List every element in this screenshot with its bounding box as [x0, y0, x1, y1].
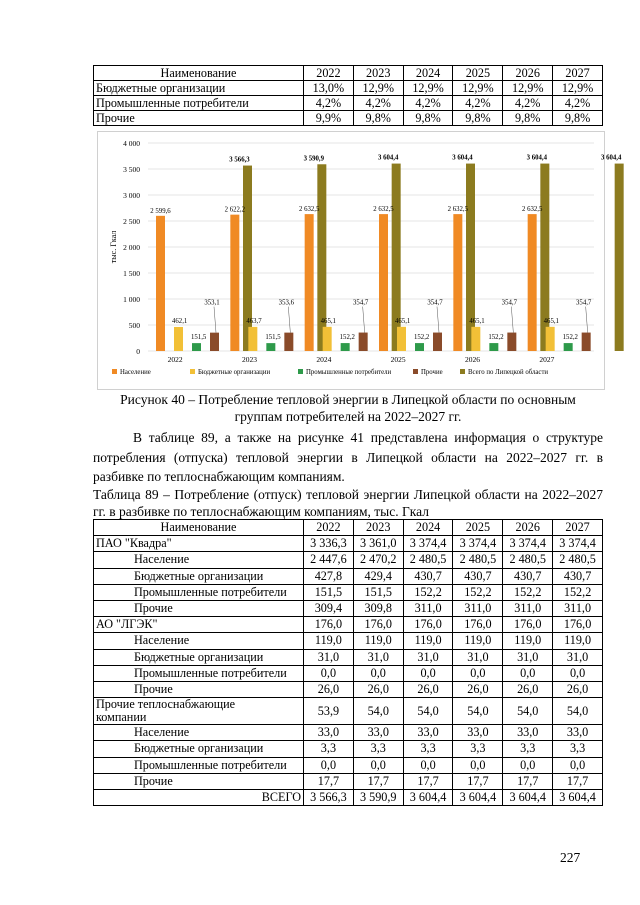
figure-caption-line1: Рисунок 40 – Потребление тепловой энергии в Липецкой области по основным	[120, 392, 576, 407]
table-row	[94, 773, 603, 789]
bar	[615, 164, 624, 351]
cell: 430,7	[453, 568, 503, 584]
cell: 430,7	[553, 568, 603, 584]
row-name-line1: Прочие теплоснабжающие	[96, 697, 236, 712]
cell: 0,0	[304, 757, 354, 773]
row-name: ВСЕГО	[94, 790, 304, 806]
label-leader	[214, 307, 216, 333]
cell: 31,0	[503, 649, 553, 665]
data-label: 465,1	[543, 317, 559, 325]
cell: 17,7	[453, 773, 503, 789]
legend-label: Население	[120, 369, 151, 376]
cell: 3,3	[553, 741, 603, 757]
cell: 3,3	[453, 741, 503, 757]
cell: 3 566,3	[304, 790, 354, 806]
y-tick-label: 4 000	[123, 139, 140, 148]
cell: 119,0	[553, 633, 603, 649]
data-label: 2 632,5	[298, 206, 320, 214]
data-label: 2 622,2	[224, 206, 246, 214]
header-cell: 2022	[304, 66, 354, 81]
cell: 54,0	[553, 698, 603, 725]
table-row	[94, 617, 603, 633]
cell: 9,8%	[403, 111, 453, 126]
table-row	[94, 568, 603, 584]
cell: 0,0	[553, 757, 603, 773]
cell: 9,8%	[503, 111, 553, 126]
row-name: Промышленные потребители	[94, 757, 304, 773]
cell: 3 374,4	[453, 536, 503, 552]
cell: 26,0	[304, 682, 354, 698]
bar	[564, 343, 573, 351]
row-name: Население	[94, 552, 304, 568]
cell: 2 480,5	[453, 552, 503, 568]
data-label: 462,1	[172, 317, 188, 325]
cell: 3 604,4	[553, 790, 603, 806]
cell: 12,9%	[453, 81, 503, 96]
cell: 151,5	[304, 584, 354, 600]
cell: 0,0	[503, 757, 553, 773]
legend-swatch	[460, 369, 465, 374]
cell: 4,2%	[353, 96, 403, 111]
row-name: ПАО "Квадра"	[94, 536, 304, 552]
cell: 0,0	[304, 665, 354, 681]
cell: 12,9%	[553, 81, 603, 96]
cell: 119,0	[503, 633, 553, 649]
cell: 152,2	[503, 584, 553, 600]
row-name-line2: компании	[96, 710, 147, 725]
legend-swatch	[112, 369, 117, 374]
cell: 33,0	[553, 725, 603, 741]
cell: 9,9%	[304, 111, 354, 126]
cell: 4,2%	[503, 96, 553, 111]
cell: 311,0	[453, 601, 503, 617]
data-label: 3 604,4	[377, 154, 399, 162]
data-label: 2 632,5	[447, 206, 469, 214]
header-cell: 2024	[403, 66, 453, 81]
data-label: 2 599,6	[150, 207, 171, 215]
table-row	[94, 682, 603, 698]
x-tick-label: 2023	[242, 355, 257, 364]
cell: 31,0	[304, 649, 354, 665]
bar	[397, 327, 406, 351]
data-label: 353,6	[278, 299, 294, 307]
bar	[156, 216, 165, 351]
row-name: Бюджетные организации	[94, 741, 304, 757]
bar	[415, 343, 424, 351]
bar	[379, 214, 388, 351]
data-label: 353,1	[204, 299, 220, 307]
cell: 151,5	[353, 584, 403, 600]
header-cell: 2027	[553, 520, 603, 536]
label-leader	[288, 307, 290, 333]
row-name: АО "ЛГЭК"	[94, 617, 304, 633]
page-number: 227	[560, 850, 581, 865]
cell: 9,8%	[553, 111, 603, 126]
cell: 119,0	[403, 633, 453, 649]
table-89	[93, 519, 603, 806]
table-row	[94, 81, 603, 96]
cell: 430,7	[503, 568, 553, 584]
table-row	[94, 790, 603, 806]
data-label: 3 604,4	[526, 154, 548, 162]
body-paragraph: В таблице 89, а также на рисунке 41 представлена информация о структуре потребления (отпуска) тепловой энергии в Липецкой области на 2022–2027 гг. в разбивке по теплоснабжающим компаниям.	[93, 430, 603, 484]
header-cell: 2023	[353, 66, 403, 81]
data-label: 2 632,5	[373, 206, 394, 214]
chart-svg	[98, 132, 622, 389]
data-label: 2 632,5	[521, 206, 543, 214]
row-name: Промышленные потребители	[94, 584, 304, 600]
table-header-row	[94, 520, 603, 536]
bar	[546, 327, 555, 351]
row-name: Население	[94, 725, 304, 741]
cell: 17,7	[403, 773, 453, 789]
cell: 3,3	[353, 741, 403, 757]
y-tick-label: 0	[136, 347, 140, 356]
cell: 33,0	[403, 725, 453, 741]
cell: 309,4	[304, 601, 354, 617]
cell: 2 480,5	[503, 552, 553, 568]
cell: 429,4	[353, 568, 403, 584]
cell: 33,0	[353, 725, 403, 741]
x-tick-label: 2022	[167, 355, 183, 364]
header-cell: 2026	[503, 66, 553, 81]
cell: 54,0	[403, 698, 453, 725]
bar	[210, 333, 219, 351]
bar	[323, 327, 332, 351]
cell: 0,0	[403, 757, 453, 773]
cell: 4,2%	[553, 96, 603, 111]
bar	[305, 214, 314, 351]
row-name: Бюджетные организации	[94, 568, 304, 584]
bar	[359, 333, 368, 351]
table-row	[94, 584, 603, 600]
x-tick-label: 2027	[539, 355, 555, 364]
data-label: 354,7	[501, 299, 517, 307]
data-label: 3 604,4	[600, 154, 622, 162]
cell: 54,0	[353, 698, 403, 725]
header-cell: 2025	[453, 66, 503, 81]
x-tick-label: 2024	[316, 355, 332, 364]
bar	[582, 333, 591, 351]
cell: 3,3	[403, 741, 453, 757]
bar	[248, 327, 257, 351]
cell: 31,0	[353, 649, 403, 665]
table-row	[94, 633, 603, 649]
data-label: 354,7	[576, 299, 592, 307]
data-label: 151,5	[191, 334, 207, 342]
cell: 176,0	[453, 617, 503, 633]
bar	[192, 343, 201, 351]
row-name: Бюджетные организации	[94, 81, 304, 96]
header-cell: Наименование	[94, 520, 304, 536]
y-axis-label: тыс. Гкал	[109, 230, 118, 264]
table-row	[94, 111, 603, 126]
table-row	[94, 757, 603, 773]
legend-swatch	[190, 369, 195, 374]
y-tick-label: 2 000	[123, 243, 140, 252]
legend-swatch	[413, 369, 418, 374]
row-name: Население	[94, 633, 304, 649]
top-percent-table	[93, 65, 603, 126]
cell: 309,8	[353, 601, 403, 617]
legend-label: Промышленные потребители	[306, 369, 392, 376]
cell: 119,0	[453, 633, 503, 649]
cell: 2 447,6	[304, 552, 354, 568]
label-leader	[511, 307, 513, 333]
cell: 12,9%	[353, 81, 403, 96]
header-cell: 2022	[304, 520, 354, 536]
cell: 0,0	[453, 665, 503, 681]
table-89-title: Таблица 89 – Потребление (отпуск) тепловой энергии Липецкой области на 2022–2027 гг. в разбивке по теплоснабжающим компаниям, тыс. Гкал	[93, 487, 603, 519]
cell: 54,0	[453, 698, 503, 725]
y-tick-label: 3 500	[123, 165, 140, 174]
data-label: 3 590,9	[303, 155, 325, 163]
row-name: Прочие	[94, 111, 304, 126]
header-cell: 2024	[403, 520, 453, 536]
legend-label: Бюджетные организации	[198, 369, 271, 376]
legend-label: Прочие	[421, 369, 443, 376]
row-name: Прочие	[94, 773, 304, 789]
table-row	[94, 601, 603, 617]
table-row	[94, 536, 603, 552]
cell: 2 470,2	[353, 552, 403, 568]
cell: 4,2%	[403, 96, 453, 111]
y-tick-label: 1 500	[123, 269, 140, 278]
data-label: 354,7	[353, 299, 369, 307]
cell: 176,0	[353, 617, 403, 633]
cell: 152,2	[453, 584, 503, 600]
consumption-chart	[97, 131, 622, 390]
row-name	[94, 698, 304, 725]
cell: 4,2%	[453, 96, 503, 111]
cell: 176,0	[553, 617, 603, 633]
bar	[489, 343, 498, 351]
cell: 33,0	[304, 725, 354, 741]
data-label: 465,1	[395, 317, 411, 325]
data-label: 465,1	[469, 317, 485, 325]
cell: 311,0	[553, 601, 603, 617]
label-leader	[363, 307, 365, 333]
cell: 26,0	[503, 682, 553, 698]
cell: 152,2	[553, 584, 603, 600]
bar	[266, 343, 275, 351]
cell: 33,0	[453, 725, 503, 741]
bar	[284, 333, 293, 351]
bar	[528, 214, 537, 351]
cell: 3 374,4	[403, 536, 453, 552]
cell: 17,7	[304, 773, 354, 789]
y-tick-label: 500	[128, 321, 140, 330]
cell: 176,0	[403, 617, 453, 633]
legend-label: Всего по Липецкой области	[468, 369, 549, 376]
cell: 2 480,5	[403, 552, 453, 568]
cell: 13,0%	[304, 81, 354, 96]
cell: 427,8	[304, 568, 354, 584]
data-label: 151,5	[265, 334, 281, 342]
label-leader	[437, 307, 439, 333]
y-tick-label: 3 000	[123, 191, 140, 200]
cell: 53,9	[304, 698, 354, 725]
cell: 0,0	[453, 757, 503, 773]
cell: 0,0	[503, 665, 553, 681]
cell: 430,7	[403, 568, 453, 584]
table-row	[94, 725, 603, 741]
cell: 3,3	[304, 741, 354, 757]
cell: 31,0	[453, 649, 503, 665]
header-cell: 2025	[453, 520, 503, 536]
cell: 3 604,4	[403, 790, 453, 806]
cell: 0,0	[353, 757, 403, 773]
header-cell: 2026	[503, 520, 553, 536]
data-label: 152,2	[562, 334, 578, 342]
cell: 311,0	[503, 601, 553, 617]
table-row	[94, 649, 603, 665]
cell: 119,0	[304, 633, 354, 649]
cell: 26,0	[403, 682, 453, 698]
cell: 3 590,9	[353, 790, 403, 806]
cell: 31,0	[403, 649, 453, 665]
cell: 3 374,4	[553, 536, 603, 552]
cell: 176,0	[304, 617, 354, 633]
cell: 2 480,5	[553, 552, 603, 568]
bar	[453, 214, 462, 351]
cell: 17,7	[553, 773, 603, 789]
data-label: 152,2	[414, 334, 430, 342]
table-row	[94, 96, 603, 111]
bar	[230, 215, 239, 351]
row-name: Бюджетные организации	[94, 649, 304, 665]
cell: 17,7	[503, 773, 553, 789]
data-label: 3 604,4	[452, 154, 473, 162]
data-label: 465,1	[320, 317, 336, 325]
y-tick-label: 1 000	[123, 295, 140, 304]
header-cell: 2023	[353, 520, 403, 536]
cell: 3 604,4	[453, 790, 503, 806]
legend-swatch	[298, 369, 303, 374]
cell: 26,0	[353, 682, 403, 698]
header-cell: Наименование	[94, 66, 304, 81]
cell: 0,0	[403, 665, 453, 681]
cell: 33,0	[503, 725, 553, 741]
cell: 176,0	[503, 617, 553, 633]
cell: 3 336,3	[304, 536, 354, 552]
cell: 3 361,0	[353, 536, 403, 552]
table-row	[94, 552, 603, 568]
bar	[507, 333, 516, 351]
bar	[433, 333, 442, 351]
cell: 0,0	[553, 665, 603, 681]
cell: 3,3	[503, 741, 553, 757]
cell: 17,7	[353, 773, 403, 789]
data-label: 152,2	[488, 334, 504, 342]
cell: 0,0	[353, 665, 403, 681]
cell: 9,8%	[453, 111, 503, 126]
x-tick-label: 2025	[390, 355, 406, 364]
data-label: 152,2	[339, 334, 355, 342]
cell: 3 604,4	[503, 790, 553, 806]
cell: 4,2%	[304, 96, 354, 111]
row-name: Прочие	[94, 601, 304, 617]
data-label: 463,7	[246, 317, 262, 325]
table-row	[94, 665, 603, 681]
header-cell: 2027	[553, 66, 603, 81]
bar	[174, 327, 183, 351]
cell: 311,0	[403, 601, 453, 617]
cell: 31,0	[553, 649, 603, 665]
cell: 12,9%	[403, 81, 453, 96]
cell: 26,0	[553, 682, 603, 698]
bar	[471, 327, 480, 351]
cell: 119,0	[353, 633, 403, 649]
y-tick-label: 2 500	[123, 217, 140, 226]
data-label: 3 566,3	[229, 156, 250, 164]
data-label: 354,7	[427, 299, 443, 307]
table-row	[94, 741, 603, 757]
row-name: Промышленные потребители	[94, 96, 304, 111]
cell: 152,2	[403, 584, 453, 600]
cell: 9,8%	[353, 111, 403, 126]
row-name: Промышленные потребители	[94, 665, 304, 681]
x-tick-label: 2026	[465, 355, 480, 364]
bar	[341, 343, 350, 351]
cell: 26,0	[453, 682, 503, 698]
table-row	[94, 698, 603, 725]
table-header-row	[94, 66, 603, 81]
figure-caption-line2: группам потребителей на 2022–2027 гг.	[234, 409, 462, 424]
cell: 12,9%	[503, 81, 553, 96]
row-name: Прочие	[94, 682, 304, 698]
cell: 3 374,4	[503, 536, 553, 552]
cell: 54,0	[503, 698, 553, 725]
label-leader	[586, 307, 588, 333]
